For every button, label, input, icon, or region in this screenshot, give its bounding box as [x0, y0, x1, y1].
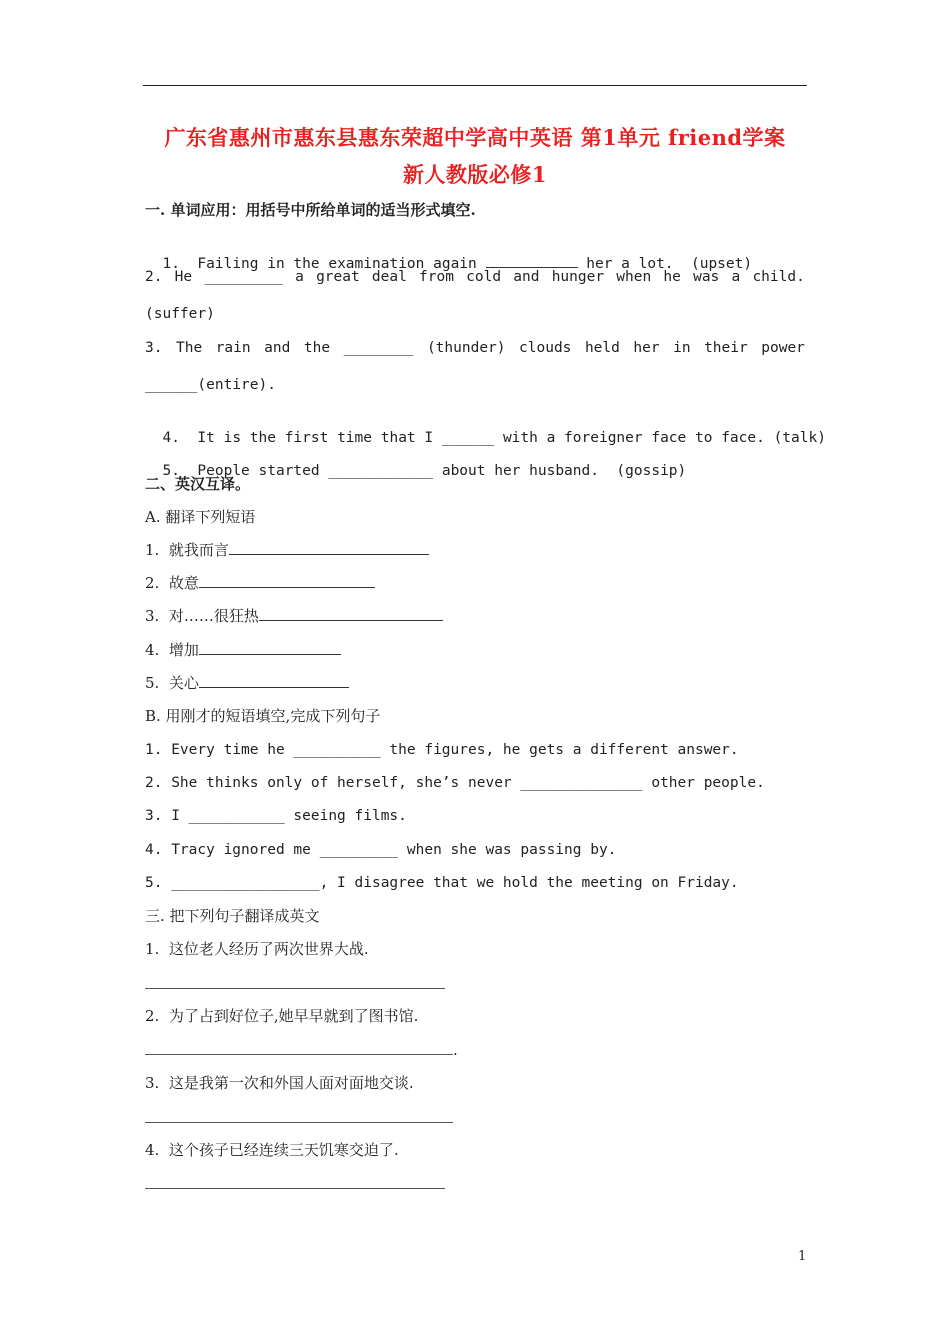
part-b-heading: B. 用刚才的短语填空,完成下列句子: [145, 707, 381, 725]
word: a: [731, 269, 741, 285]
phrase-item: 4. 增加: [145, 640, 341, 660]
fill-sentence: 1. Every time he __________ the figures, he gets a different answer.: [145, 742, 739, 758]
word: hunger: [551, 269, 605, 285]
word: was: [693, 269, 720, 285]
page-number: 1: [798, 1249, 807, 1264]
s1-question-3: [145, 338, 805, 358]
part-a-heading: A. 翻译下列短语: [145, 508, 256, 526]
document-title-line-1: 广东省惠州市惠东县惠东荣超中学高中英语 第1单元 friend学案: [164, 125, 786, 150]
fill-sentence: 3. I ___________ seeing films.: [145, 808, 407, 824]
s1-question-5: 5. People started ____________ about her husband. (gossip): [162, 463, 687, 479]
answer-line[interactable]: [145, 1188, 445, 1189]
document-title-line-2: 新人教版必修1: [402, 162, 548, 187]
answer-line-period: .: [453, 1041, 458, 1059]
word: the: [303, 340, 331, 356]
answer-blank[interactable]: [199, 673, 349, 688]
answer-blank[interactable]: [199, 640, 341, 655]
answer-blank[interactable]: [199, 573, 375, 588]
word: and: [264, 340, 291, 356]
translate-item: 2. 为了占到好位子,她早早就到了图书馆.: [145, 1007, 419, 1025]
word: and: [513, 269, 540, 285]
s1-question-3-cont: ______(entire).: [145, 377, 276, 393]
word: He: [174, 269, 193, 285]
phrase-item: 5. 关心: [145, 673, 349, 693]
word: 2.: [145, 269, 163, 285]
answer-line[interactable]: [145, 988, 445, 989]
word: The: [175, 340, 203, 356]
translate-item: 1. 这位老人经历了两次世界大战.: [145, 940, 369, 958]
word: power: [761, 340, 805, 356]
answer-blank[interactable]: [486, 253, 578, 268]
translate-item: 3. 这是我第一次和外国人面对面地交谈.: [145, 1074, 414, 1092]
top-rule: [143, 85, 807, 86]
phrase-item: 2. 故意: [145, 573, 375, 593]
section2-heading: 二、英汉互译。: [145, 475, 251, 493]
word: he: [663, 269, 681, 285]
s1-question-2-cont: (suffer): [145, 306, 215, 322]
word: her: [633, 340, 660, 356]
fill-sentence: 2. She thinks only of herself, she’s never ______________ other people.: [145, 775, 765, 791]
answer-line[interactable]: [145, 1054, 453, 1055]
word: _________: [204, 269, 283, 285]
translate-item: 4. 这个孩子已经连续三天饥寒交迫了.: [145, 1141, 399, 1159]
word: in: [673, 340, 691, 356]
phrase-item: 1. 就我而言: [145, 540, 429, 560]
section1-heading: 一. 单词应用：用括号中所给单词的适当形式填空.: [145, 201, 476, 219]
fill-sentence: 4. Tracy ignored me _________ when she was passing by.: [145, 842, 617, 858]
word: deal: [371, 269, 407, 285]
word: great: [316, 269, 360, 285]
section3-heading: 三. 把下列句子翻译成英文: [145, 907, 320, 925]
word: 3.: [145, 340, 163, 356]
fill-sentence: 5. _________________, I disagree that we hold the meeting on Friday.: [145, 875, 739, 891]
s1-question-2: [145, 267, 805, 287]
answer-blank[interactable]: [259, 606, 443, 621]
phrase-item: 3. 对……很狂热: [145, 606, 443, 626]
word: from: [419, 269, 454, 285]
answer-blank[interactable]: [229, 540, 429, 555]
word: held: [584, 340, 620, 356]
word: a: [295, 269, 304, 285]
word: rain: [215, 340, 251, 356]
word: ________: [343, 340, 414, 356]
answer-line[interactable]: [145, 1122, 453, 1123]
word: when: [616, 269, 652, 285]
word: cold: [466, 269, 502, 285]
word: (thunder): [426, 340, 506, 356]
word: clouds: [519, 340, 572, 356]
word: their: [704, 340, 748, 356]
word: child.: [752, 269, 805, 285]
s1-question-1: 1. Failing in the examination again her a lot. (upset): [145, 233, 752, 274]
s1-question-4: 4. It is the first time that I ______ with a foreigner face to face. (talk): [162, 430, 826, 446]
